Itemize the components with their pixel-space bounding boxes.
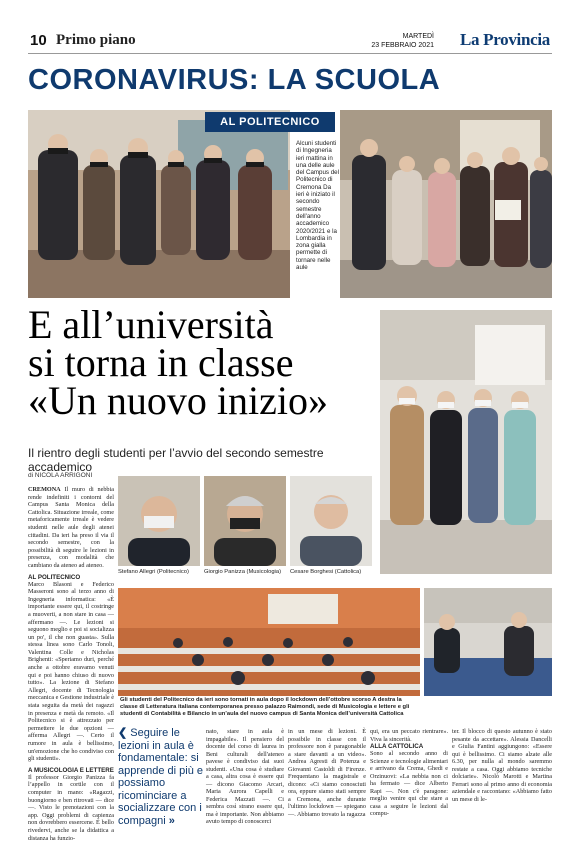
pull-quote-text: Seguire le lezioni in aula è fondamentale: si apprende di più e possiamo ricominciare a socializzare con i compagni: [118, 727, 204, 827]
issue-date: [371, 32, 434, 50]
section-title: Primo piano: [56, 32, 136, 48]
portrait-caption-2: Giorgio Panizza (Musicologia): [204, 569, 282, 575]
issue-day: MARTEDÌ: [402, 33, 434, 40]
col4-paragraph-1: qui, era un peccato rientrare». Viva la sincerità.: [370, 728, 448, 743]
col1-paragraph-2: Marco Blasoni e Federico Masseroni sono al terzo anno di Ingegneria informatica: «È importante essere qui, il costringe a muoverti, a non stare in casa — affermano —. Le lezioni si seguono meglio e poi si socializza un po', il che non guasta». Sulla stessa linea sono Carlo Tonoli, Valentina Colle e Nicholas Brighenti: «Speriamo duri, perché anche a ottobre eravamo venuti qui e poi hanno chiuso di nuovo tutto». La lezione di Stefano Allegri, docente di Tecnologia meccanica e Gestione industriale è stata seguita da metà dei ragazzi in presenza e metà da remoto. «Il Politecnico si è attrezzato per permettere le due opzioni — afferma Allegri —. Certo il rumore in aula è bellissimo, un'emozione che ho condiviso con gli studenti».: [28, 580, 114, 763]
quote-arrow-end-icon: »: [168, 814, 175, 827]
portrait-caption-1: Stefano Allegri (Politecnico): [118, 569, 189, 575]
photo-cattolica-class: [424, 588, 552, 696]
article-headline: [28, 302, 388, 423]
pull-quote: [118, 727, 204, 827]
article-column-1: [28, 486, 114, 842]
headline-line-2: si torna in classe: [28, 340, 294, 385]
headline-line-3: «Un nuovo inizio»: [28, 378, 328, 423]
section-kicker: CORONAVIRUS: LA SCUOLA: [28, 64, 441, 96]
photo-side-caption: Alcuni studenti di Ingegneria ieri mattina in una delle aule del Campus del Politecnico di Cremona Da ieri è iniziato il secondo semestre dell'anno accademico 2020/2021 e la Lombardia in zona gialla permette di tornare nelle aule: [296, 140, 339, 272]
portrait-borghesi: [290, 476, 372, 566]
section-tag: AL POLITECNICO: [205, 112, 335, 132]
col1-paragraph-3: Il professor Giorgio Panizza fa l’appello in cortile con il computer in mano: «Ragazzi, buongiorno e ben ritrovati — dice —. Visto le prenotazioni con la app. Oggi problemi di capienza non dovrebbero essercene. È bello rivedervi, anche se la didattica a distanza ha funzio-: [28, 773, 114, 842]
subheading-politecnico: AL POLITECNICO: [28, 573, 81, 581]
page-number: 10: [30, 32, 47, 49]
subheading-musicologia: A MUSICOLOGIA E LETTERE: [28, 766, 114, 774]
quote-arrow-icon: ❮: [118, 727, 128, 739]
newspaper-logo: La Provincia: [459, 30, 550, 49]
article-column-4: [370, 728, 448, 818]
page-header: [28, 30, 552, 54]
article-column-5: ter. Il blocco di questo autunno è stato pesante da accettare». Alessia Dancelli e Giulia Fantini aggiungono: «Essere qui è bellissimo. Ci siamo alzate alle 6.30, per nulla al mondo saremmo restate a casa. Oggi abbiamo tecniche dolciarie». Nicolò Marotti e Martina Ferrari sono al primo anno di economia aziendale e raccontano: «Abbiamo fatto un mese di le-: [452, 728, 552, 803]
portrait-panizza: [204, 476, 286, 566]
dateline: CREMONA: [28, 486, 61, 493]
portrait-allegri: [118, 476, 200, 566]
photo-students-courtyard: [340, 110, 552, 298]
issue-date-text: 23 FEBBRAIO 2021: [371, 42, 434, 49]
photo-students-classroom: [380, 310, 552, 574]
article-subtitle: Il rientro degli studenti per l’avvio del secondo semestre accademico: [28, 446, 324, 474]
bottom-photo-caption: Gli studenti del Politecnico da ieri sono tornati in aula dopo il lockdown dell’ottobre scorso A destra la classe di Letteratura italiana contemporanea presso palazzo Raimondi, sede di Musicologia e lettere e gli studenti di Contabilità e Bilancio in un’aula del nuovo campus di Santa Monica dell’università Cattolica: [120, 697, 410, 717]
col1-paragraph-1: Il muro di nebbia rende indefiniti i contorni del Campus Santa Monica della Cattolica. Situazione irreale, come metaforicamente irreale è vedere studenti nelle aule degli atenei cittadini. Da ieri ha preso il via il secondo semestre, con la possibilità di seguire le lezioni in presenza, con modalità che cambiano da ateneo ad ateneo.: [28, 486, 114, 569]
portrait-caption-3: Cesare Borghesi (Cattolica): [290, 569, 362, 575]
col4-paragraph-2: Sono al secondo anno di Scienze e tecnologie alimentari e arrivano da Crema, Ghedi e Orzinuovi: «La nebbia non ci ha fermato — dice Alberto Rapi —. Non c'è paragone: meglio venire qui che stare a casa a seguire le lezioni dal compu-: [370, 750, 448, 817]
headline-line-1: E all’università: [28, 302, 274, 347]
photo-students-hall: [28, 110, 290, 298]
article-column-3: in un mese di lezioni. È possibile in classe con il professore non è paragonabile a stare davanti a un video». Andrea Agresti di Potenza e Giovanni Castoldi di Firenze. Frequentano la magistrale e dicono: «Ci siamo conosciuti ora, eppure siamo stati sempre a Cremona, anche durante l'ultimo lockdown — spiegano —. Abbiamo trovato la ragazza: [288, 728, 366, 818]
subheading-cattolica: ALLA CATTOLICA: [370, 743, 424, 750]
photo-lecture-hall: [118, 588, 420, 696]
byline: di NICOLA ARRIGONI: [28, 472, 93, 479]
article-column-2: nato, stare in aula è impagabile». Il pensiero del docente del corso di laurea in Beni culturali dell'ateneo pavese è condiviso dai suoi studenti. «Una cosa è studiare a casa, altra cosa è essere qui — dicono Giacomo Arcari, Maria Aurora Capelli e Federica Mazzati —. Ci sembra così strano essere qui, ma è importante. Non abbiamo avuto tempo di conoscerci: [206, 728, 284, 825]
